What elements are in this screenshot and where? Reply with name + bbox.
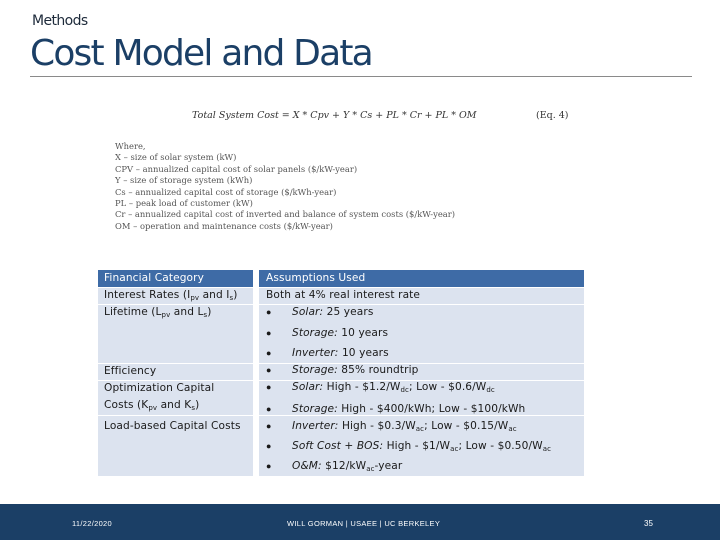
label-load-based-capital-costs: Load-based Capital Costs — [104, 420, 241, 432]
variable-definitions — [115, 141, 535, 247]
value-solar-lifetime: Solar: 25 years — [292, 306, 374, 318]
slide-title: Cost Model and Data — [30, 33, 372, 74]
definition-line: Cr – annualized capital cost of inverted and balance of system costs ($/kW-year) — [115, 209, 456, 220]
header-financial-category: Financial Category — [104, 272, 204, 284]
bullet-icon: ● — [266, 328, 272, 338]
definition-line: CPV – annualized capital cost of solar panels ($/kW-year) — [115, 163, 358, 174]
footer-credit: WILL GORMAN | USAEE | UC BERKELEY — [287, 519, 441, 528]
row-divider — [98, 287, 584, 288]
bullet-icon: ● — [266, 348, 272, 358]
column-divider — [253, 270, 259, 476]
equation-number: (Eq. 4) — [536, 110, 569, 121]
header-assumptions-used: Assumptions Used — [266, 272, 366, 284]
definition-line: Y – size of storage system (kWh) — [115, 175, 253, 186]
definition-line: Where, — [115, 141, 146, 151]
definition-line: X – size of solar system (kW) — [115, 152, 237, 163]
value-storage-efficiency: Storage: 85% roundtrip — [292, 364, 419, 376]
bullet-icon: ● — [266, 461, 272, 471]
value-soft-cost-bos: Soft Cost + BOS: High - $\$1/W_{ac}$; Low - $\$0.50/W_{ac}$ — [292, 440, 552, 453]
bullet-icon: ● — [266, 365, 272, 375]
value-om-cost: O&M: $\$12/kW_{ac}$-year — [292, 460, 403, 473]
page-number: 35 — [644, 519, 653, 528]
value-storage-lifetime: Storage: 10 years — [292, 327, 389, 339]
label-optimization-costs: Costs ($K_{pv}$ and $K_s$) — [104, 399, 200, 412]
row-divider — [98, 415, 584, 416]
value-storage-cost: Storage: High - $400/kWh; Low - $100/kWh — [292, 403, 526, 415]
value-inverter-lifetime: Inverter: 10 years — [292, 347, 389, 359]
cost-equation: Total System Cost = X * Cpv + Y * Cs + PL * Cr + PL * OM — [192, 110, 477, 121]
bullet-icon: ● — [266, 382, 272, 392]
assumptions-table — [98, 270, 584, 476]
bullet-icon: ● — [266, 307, 272, 317]
definition-line: PL – peak load of customer (kW) — [115, 198, 253, 209]
label-interest-rates: Interest Rates ($I_{pv}$ and $I_s$) — [104, 289, 238, 302]
value-interest-rate: Both at 4% real interest rate — [266, 289, 421, 301]
label-optimization-capital: Optimization Capital — [104, 382, 215, 394]
bullet-icon: ● — [266, 441, 272, 451]
bullet-icon: ● — [266, 421, 272, 431]
bullet-icon: ● — [266, 404, 272, 414]
definition-line: OM – operation and maintenance costs ($/kW-year) — [115, 220, 333, 231]
section-label: Methods — [32, 13, 88, 29]
label-lifetime: Lifetime ($L_{pv}$ and $L_s$) — [104, 306, 212, 319]
value-inverter-cost: Inverter: High - $\$0.3/W_{ac}$; Low - $\$0.15/W_{ac}$ — [292, 420, 517, 433]
footer-date: 11/22/2020 — [72, 519, 112, 528]
row-divider — [98, 304, 584, 305]
value-solar-cost: Solar: High - $\$1.2/W_{dc}$; Low - $\$0.6/W_{dc}$ — [292, 381, 495, 394]
label-efficiency: Efficiency — [104, 365, 157, 377]
definition-line: Cs – annualized capital cost of storage ($/kWh-year) — [115, 186, 337, 197]
title-divider — [30, 76, 692, 77]
